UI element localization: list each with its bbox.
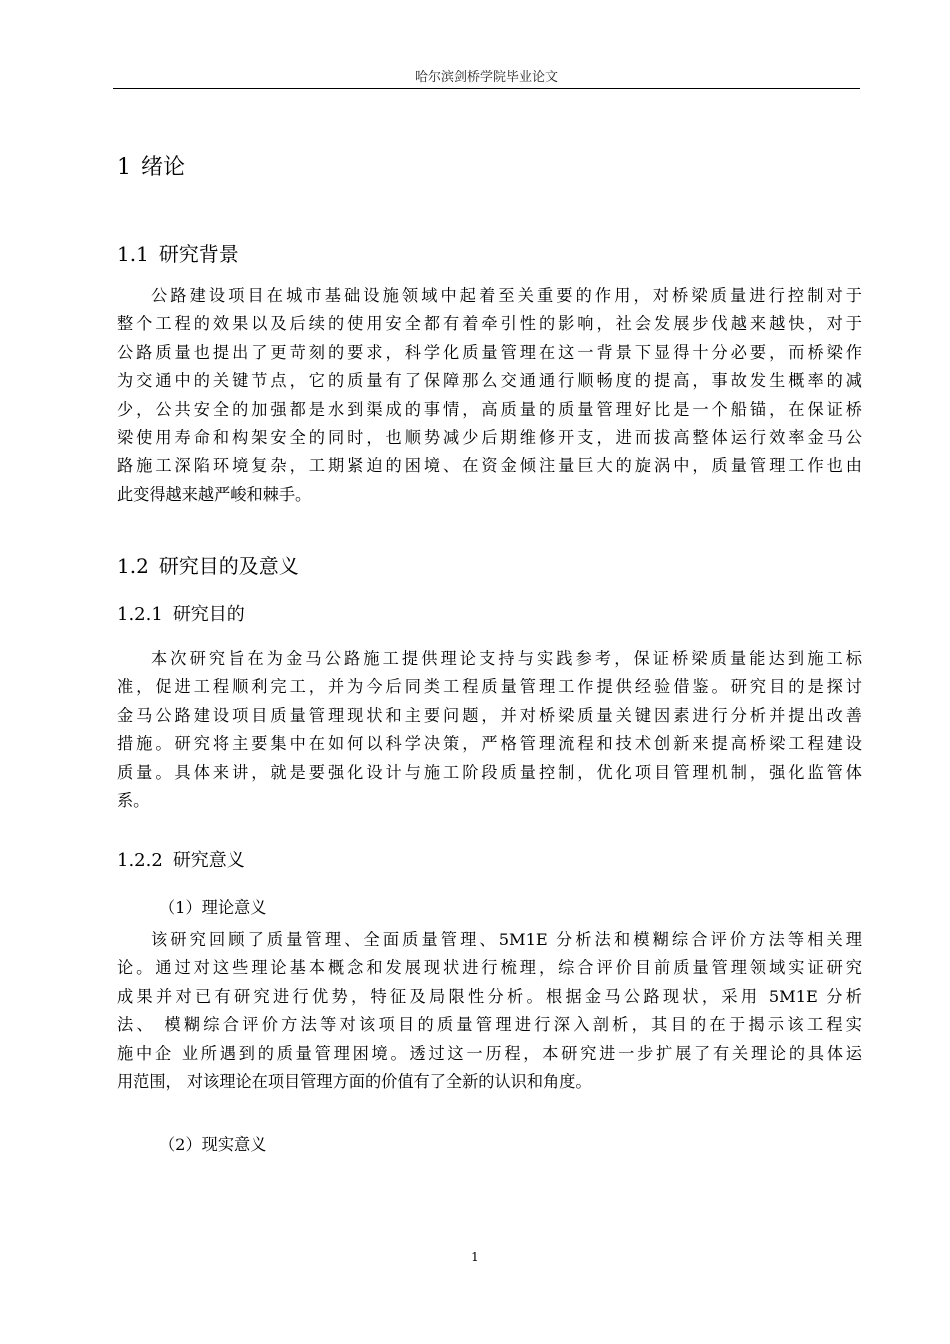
paragraph-line: 本次研究旨在为金马公路施工提供理论支持与实践参考，保证桥梁质量能达到施工标 <box>151 649 862 668</box>
section-title: 研究目的及意义 <box>158 554 299 578</box>
chapter-heading <box>117 150 185 181</box>
paragraph-line: 为交通中的关键节点，它的质量有了保障那么交通通行顺畅度的提高，事故发生概率的减 <box>117 371 862 391</box>
paragraph-line: 路施工深陷环境复杂，工期紧迫的困境、在资金倾注量巨大的旋涡中，质量管理工作也由 <box>117 456 862 476</box>
subsection-title: 研究意义 <box>172 850 245 871</box>
section-number: 1.1 <box>117 242 149 266</box>
section-number: 1.2 <box>117 554 149 578</box>
paragraph-line: 准，促进工程顺利完工，并为今后同类工程质量管理工作提供经验借鉴。研究目的是探讨 <box>117 677 862 697</box>
paragraph-line: 用范围， 对该理论在项目管理方面的价值有了全新的认识和角度。 <box>117 1072 592 1092</box>
page-number: 1 <box>471 1250 479 1264</box>
list-item-practical-significance: （2）现实意义 <box>159 1135 267 1154</box>
section-heading-1-1 <box>117 238 239 267</box>
paragraph-line: 少，公共安全的加强都是水到渠成的事情，高质量的质量管理好比是一个船锚，在保证桥 <box>117 399 862 419</box>
list-item-theoretical-significance: （1）理论意义 <box>159 898 267 917</box>
paragraph-research-purpose <box>117 645 862 815</box>
paragraph-line: 论。通过对这些理论基本概念和发展现状进行梳理，综合评价目前质量管理领域实证研究 <box>117 958 862 978</box>
paragraph-line: 梁使用寿命和构架安全的同时，也顺势减少后期维修开支，进而拔高整体运行效率金马公 <box>117 428 862 448</box>
paragraph-theoretical-significance <box>117 926 862 1096</box>
subsection-number: 1.2.2 <box>117 850 163 871</box>
paragraph-line: 系。 <box>117 791 150 811</box>
paragraph-research-background <box>117 282 862 509</box>
section-title: 研究背景 <box>158 242 239 266</box>
paragraph-line: 公路建设项目在城市基础设施领域中起着至关重要的作用，对桥梁质量进行控制对于 <box>151 286 862 305</box>
paragraph-line: 法、 模糊综合评价方法等对该项目的质量管理进行深入剖析，其目的在于揭示该工程实 <box>117 1015 862 1035</box>
header-rule <box>113 88 860 89</box>
subsection-heading-1-2-2 <box>117 846 245 872</box>
page-header: 哈尔滨剑桥学院毕业论文 <box>414 70 558 85</box>
paragraph-line: 金马公路建设项目质量管理现状和主要问题，并对桥梁质量关键因素进行分析并提出改善 <box>117 705 862 725</box>
paragraph-line: 此变得越来越严峻和棘手。 <box>117 484 312 504</box>
section-heading-1-2 <box>117 550 299 579</box>
chapter-title: 绪论 <box>141 155 186 180</box>
paragraph-line: 该研究回顾了质量管理、全面质量管理、5M1E 分析法和模糊综合评价方法等相关理 <box>151 930 862 949</box>
paragraph-line: 公路质量也提出了更苛刻的要求，科学化质量管理在这一背景下显得十分必要，而桥梁作 <box>117 342 862 362</box>
subsection-heading-1-2-1 <box>117 600 245 626</box>
subsection-title: 研究目的 <box>172 604 245 625</box>
paragraph-line: 质量。具体来讲，就是要强化设计与施工阶段质量控制，优化项目管理机制，强化监管体 <box>117 762 862 782</box>
paragraph-line: 措施。研究将主要集中在如何以科学决策，严格管理流程和技术创新来提高桥梁工程建设 <box>117 734 862 754</box>
paragraph-line: 施中企 业所遇到的质量管理困境。透过这一历程，本研究进一步扩展了有关理论的具体运 <box>117 1043 862 1063</box>
subsection-number: 1.2.1 <box>117 604 163 625</box>
paragraph-line: 整个工程的效果以及后续的使用安全都有着牵引性的影响，社会发展步伐越来越快，对于 <box>117 314 862 334</box>
chapter-number: 1 <box>117 155 131 180</box>
paragraph-line: 成果并对已有研究进行优势，特征及局限性分析。根据金马公路现状，采用 5M1E 分析 <box>117 986 862 1006</box>
